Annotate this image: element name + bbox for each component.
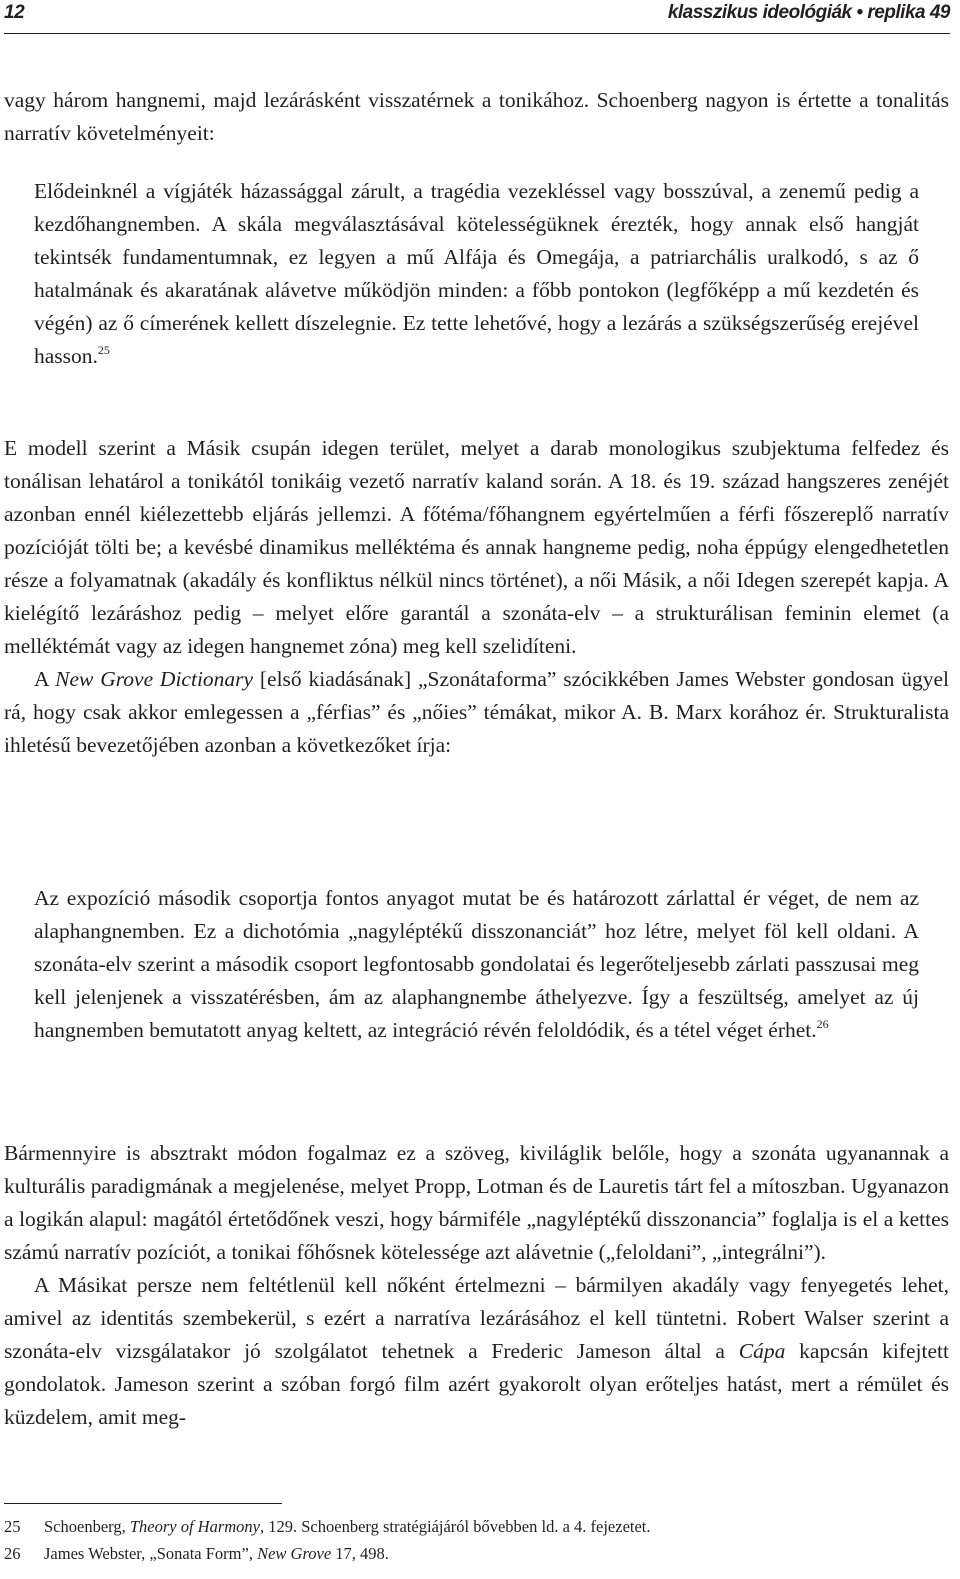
- page-number: 12: [4, 2, 25, 23]
- footnote-ref-25[interactable]: 25: [97, 343, 110, 357]
- footnote-rule: [4, 1503, 282, 1504]
- film-title: Cápa: [738, 1339, 786, 1363]
- paragraph: vagy három hangnemi, majd lezárásként visszatérnek a tonikához. Schoenberg nagyon is értette a tonalitás narratív követelményeit:: [4, 88, 949, 145]
- paragraph: Bármennyire is absztrakt módon fogalmaz ez a szöveg, kiviláglik belőle, hogy a szonáta ugyanannak a kulturális paradigmának a megjelenése, melyet Propp, Lotman és de Lauretis tárt fel a mítoszban. Ugyanazon a logikán alapul: magától értetődőnek veszi, hogy bármiféle „nagyléptékű disszonancia” foglalja is el a kettes számú narratív pozíciót, a tonikai főhősnek kötelessége azt alávetnie („feloldani”, „integrálni”).: [4, 1141, 949, 1264]
- footnote-number: 25: [4, 1517, 21, 1536]
- footnote-number: 26: [4, 1544, 21, 1563]
- body-block-2: [4, 432, 949, 762]
- journal-title: klasszikus ideológiák • replika 49: [667, 2, 950, 23]
- header-rule: [4, 33, 950, 34]
- footnote-ref-26[interactable]: 26: [816, 1017, 829, 1031]
- footnote-26: [4, 1540, 949, 1567]
- footnote-text: James Webster, „Sonata Form”, New Grove 17, 498.: [44, 1544, 389, 1563]
- work-title: New Grove Dictionary: [55, 667, 254, 691]
- footnote-text: Schoenberg, Theory of Harmony, 129. Schoenberg stratégiájáról bővebben ld. a 4. fejezetet.: [44, 1517, 651, 1536]
- quote-paragraph: Elődeinknél a vígjáték házassággal zárult, a tragédia vezekléssel vagy bosszúval, a zenemű pedig a kezdőhangnemben. A skála megválasztásával kötelességüknek érezték, hogy annak első hangját tekintsék fundamentumnak, ez legyen a mű Alfája és Omegája, a patriarchális uralkodó, s az ő hatalmának és akaratának alávetve működjön minden: a főbb pontokon (legfőképp a mű kezdetén és végén) az ő címerének kellett díszelegnie. Ez tette lehetővé, hogy a lezárás a szükségszerűség erejével hasson.$^{25}$: [34, 179, 919, 368]
- block-quote-webster: [4, 882, 949, 1047]
- body-block-1: [4, 84, 949, 150]
- quote-paragraph: Az expozíció második csoportja fontos anyagot mutat be és határozott zárlattal ér véget, de nem az alaphangnemben. Ez a dichotómia „nagyléptékű disszonanciát” hoz létre, melyet föl kell oldani. A szonáta-elv szerint a második csoport legfontosabb gondolatai és legerőteljesebb zárlati passzusai meg kell jelenjenek a visszatérésben, ám az alaphangnembe áthelyezve. Így a feszültség, amelyet az új hangnemben bemutatott anyag keltett, az integráció révén feloldódik, és a tétel véget érhet.$^{26}$: [34, 886, 919, 1042]
- paragraph: A New Grove Dictionary [első kiadásának] „Szonátaforma” szócikkében James Webster gondosan ügyel rá, hogy csak akkor emlegessen a „férfias” és „nőies” témákat, mikor A. B. Marx korához ér. Strukturalista ihletésű bevezetőjében azonban a következőket írja:: [4, 667, 949, 757]
- footnotes: [4, 1513, 949, 1567]
- block-quote-schoenberg: [4, 175, 949, 373]
- body-block-3: [4, 1137, 949, 1434]
- running-head: [4, 2, 950, 32]
- paragraph: A Másikat persze nem feltétlenül kell nőként értelmezni – bármilyen akadály vagy fenyegetés lehet, amivel az identitás szembekerül, s ezért a narratíva lezárásához el kell tüntetni. Robert Walser szerint a szonáta-elv vizsgálatakor jó szolgálatot tehetnek a Frederic Jameson által a Cápa kapcsán kifejtett gondolatok. Jameson szerint a szóban forgó film azért gyakorolt olyan erőteljes hatást, mert a rémület és küzdelem, amit meg-: [4, 1273, 949, 1429]
- paragraph: E modell szerint a Másik csupán idegen terület, melyet a darab monologikus szubjektuma felfedez és tonálisan lehatárol a tonikától tonikáig vezető narratív kaland során. A 18. és 19. század hangszeres zenéjét azonban ennél kiélezettebb eljárás jellemzi. A főtéma/főhangnem egyértelműen a férfi főszereplő narratív pozícióját tölti be; a kevésbé dinamikus melléktéma és annak hangneme pedig, noha éppúgy elengedhetetlen része a folyamatnak (akadály és konfliktus nélkül nincs történet), a női Másik, a női Idegen szerepét kapja. A kielégítő lezáráshoz pedig – melyet előre garantál a szonáta-elv – a strukturálisan feminin elemet (a melléktémát vagy az idegen hangnemet zóna) meg kell szelidíteni.: [4, 436, 949, 658]
- footnote-25: [4, 1513, 949, 1540]
